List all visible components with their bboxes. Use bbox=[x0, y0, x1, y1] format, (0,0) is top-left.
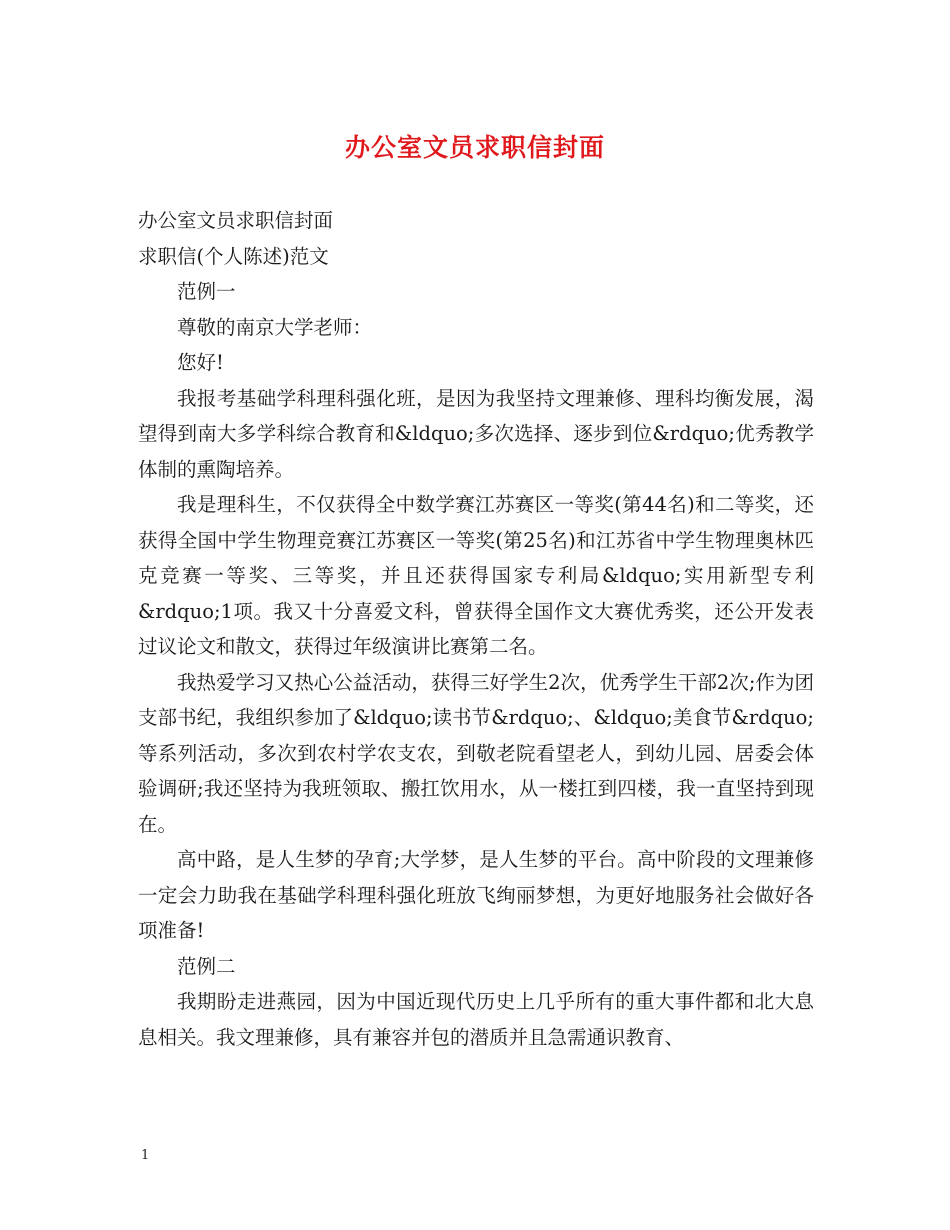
body-paragraph: 我是理科生，不仅获得全中数学赛江苏赛区一等奖(第44名)和二等奖，还获得全国中学生物理竞赛江苏赛区一等奖(第25名)和江苏省中学生物理奥林匹克竞赛一等奖、三等奖，并且还获得国家专利局&ldquo;实用新型专利&rdquo;1项。我又十分喜爱文科，曾获得全国作文大赛优秀奖，还公开发表过议论文和散文，获得过年级演讲比赛第二名。 bbox=[138, 493, 814, 658]
body-line: 求职信(个人陈述)范文 bbox=[138, 244, 329, 268]
body-paragraph: 高中路，是人生梦的孕育;大学梦，是人生梦的平台。高中阶段的文理兼修一定会力助我在基础学科理科强化班放飞绚丽梦想，为更好地服务社会做好各项准备! bbox=[138, 848, 814, 942]
page-number: 1 bbox=[141, 1148, 150, 1163]
body-paragraph: 我热爱学习又热心公益活动，获得三好学生2次，优秀学生干部2次;作为团支部书纪，我组织参加了&ldquo;读书节&rdquo;、&ldquo;美食节&rdquo;等系列活动，多次到农村学农支农，到敬老院看望老人，到幼儿园、居委会体验调研;我还坚持为我班领取、搬扛饮用水，从一楼扛到四楼，我一直坚持到现在。 bbox=[138, 670, 814, 836]
greeting: 您好! bbox=[177, 351, 224, 374]
document-body bbox=[138, 203, 814, 1055]
example-heading: 范例二 bbox=[177, 954, 236, 978]
body-paragraph: 我报考基础学科理科强化班，是因为我坚持文理兼修、理科均衡发展，渴望得到南大多学科综合教育和&ldquo;多次选择、逐步到位&rdquo;优秀教学体制的熏陶培养。 bbox=[138, 386, 814, 481]
example-heading: 范例一 bbox=[177, 280, 236, 303]
salutation: 尊敬的南京大学老师： bbox=[177, 315, 373, 339]
body-line: 办公室文员求职信封面 bbox=[138, 209, 334, 232]
document-title: 办公室文员求职信封面 bbox=[344, 133, 605, 162]
body-paragraph: 我期盼走进燕园，因为中国近现代历史上几乎所有的重大事件都和北大息息相关。我文理兼修，具有兼容并包的潜质并且急需通识教育、 bbox=[138, 990, 814, 1049]
